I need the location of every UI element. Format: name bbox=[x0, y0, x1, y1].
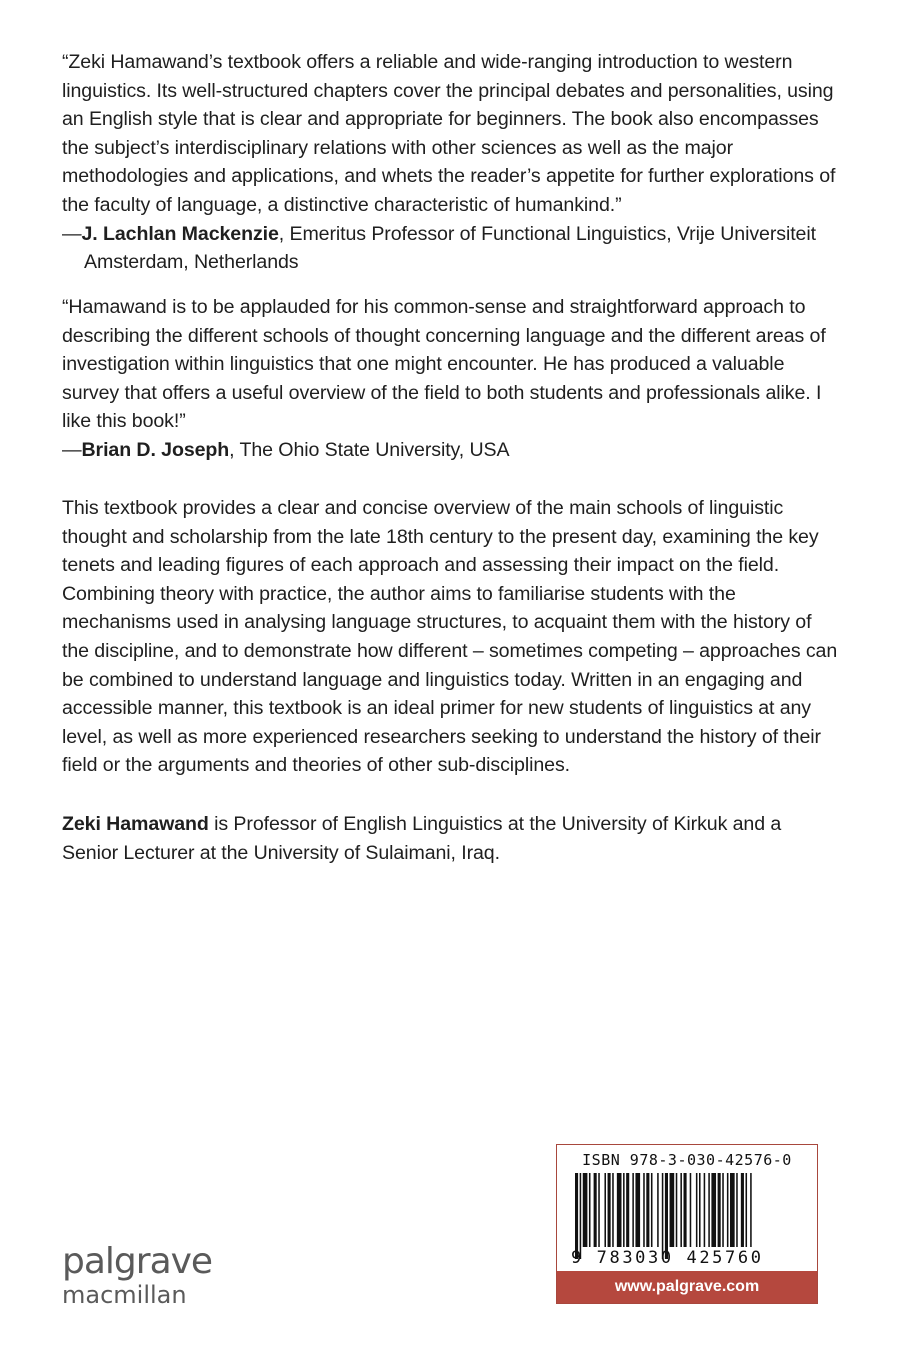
barcode-bar bbox=[684, 1173, 687, 1247]
barcode-bar bbox=[750, 1173, 752, 1247]
barcode-bar bbox=[736, 1173, 738, 1247]
barcode-bar bbox=[594, 1173, 597, 1247]
quote-affiliation: , The Ohio State University, USA bbox=[229, 438, 510, 461]
barcode-bar bbox=[651, 1173, 653, 1247]
barcode-bar bbox=[589, 1173, 591, 1247]
barcode-digits: 9 783030 425760 bbox=[571, 1248, 764, 1268]
endorsement-quote-2 bbox=[62, 293, 842, 465]
quote-attribution bbox=[62, 220, 842, 277]
barcode-bar bbox=[583, 1173, 588, 1247]
endorsement-quote-1 bbox=[62, 48, 842, 277]
barcode-bar bbox=[718, 1173, 721, 1247]
quote-text: “Zeki Hamawand’s textbook offers a reliable and wide-ranging introduction to western linguistics. Its well-structured chapters cover the principal debates and personalities, using an English style that is clear and appropriate for beginners. The book also encompasses the subject’s interdisciplinary relations with other sciences as well as the major methodologies and applications, and whets the reader’s appetite for further explorations of the faculty of language, a distinctive characteristic of humankind.” bbox=[62, 51, 836, 216]
author-bio-text: is Professor of English Linguistics at the University of Kirkuk and a Senior Lecturer at the University of Sulaimani, Iraq. bbox=[62, 813, 782, 864]
isbn-label: ISBN 978-3-030-42576-0 bbox=[582, 1151, 792, 1169]
em-dash: — bbox=[62, 222, 82, 245]
barcode-bar bbox=[696, 1173, 698, 1247]
barcode-bar bbox=[670, 1173, 675, 1247]
barcode-bar bbox=[730, 1173, 735, 1247]
barcode-bar bbox=[626, 1173, 629, 1247]
logo-line-palgrave: palgrave bbox=[62, 1241, 213, 1282]
quote-author: Brian D. Joseph bbox=[81, 438, 230, 461]
barcode-bar bbox=[657, 1173, 659, 1247]
barcode-bar bbox=[643, 1173, 645, 1247]
barcode-bar bbox=[741, 1173, 744, 1247]
barcode-bar bbox=[704, 1173, 706, 1247]
barcode-bar bbox=[676, 1173, 678, 1247]
barcode-bar bbox=[665, 1173, 668, 1259]
barcode-bar bbox=[598, 1173, 600, 1247]
publisher-logo bbox=[62, 1243, 212, 1309]
barcode-bar bbox=[632, 1173, 634, 1247]
quote-text: “Hamawand is to be applauded for his common-sense and straightforward approach to describing the different schools of thought concerning language and the different areas of investigation within linguistics that one might encounter. He has produced a valuable survey that offers a useful overview of the field to both students and professionals alike. I like this book!” bbox=[62, 296, 826, 433]
barcode-bar bbox=[711, 1173, 716, 1247]
book-description bbox=[62, 494, 842, 780]
publisher-url: www.palgrave.com bbox=[557, 1271, 817, 1303]
barcode-bar bbox=[708, 1173, 710, 1247]
quote-author: J. Lachlan Mackenzie bbox=[81, 222, 279, 245]
barcode-bar bbox=[690, 1173, 692, 1247]
barcode-bar bbox=[646, 1173, 649, 1247]
author-name: Zeki Hamawand bbox=[62, 813, 209, 835]
quote-attribution bbox=[62, 436, 842, 465]
barcode-bar bbox=[608, 1173, 611, 1247]
barcode-bar bbox=[612, 1173, 614, 1247]
description-text: This textbook provides a clear and concise overview of the main schools of linguistic thought and scholarship from the late 18th century to the present day, examining the key tenets and leading figures of each approach and assessing their impact on the field. Combining theory with practice, the author aims to familiarise students with the mechanisms used in analysing language structures, to acquaint them with the history of the discipline, and to demonstrate how different – sometimes competing – approaches can be combined to understand language and linguistics today. Written in an engaging and accessible manner, this textbook is an ideal primer for new students of linguistics at any level, as well as more experienced researchers seeking to understand the history of their field or the arguments and theories of other sub-disciplines. bbox=[62, 497, 838, 777]
barcode-bar bbox=[680, 1173, 682, 1247]
em-dash: — bbox=[62, 438, 82, 461]
barcode-bar bbox=[722, 1173, 724, 1247]
barcode-bar bbox=[662, 1173, 664, 1259]
logo-line-macmillan: macmillan bbox=[62, 1281, 187, 1309]
barcode-bar bbox=[623, 1173, 625, 1247]
barcode-bar bbox=[699, 1173, 701, 1247]
barcode-bar bbox=[617, 1173, 622, 1247]
author-bio bbox=[62, 810, 842, 867]
barcode-bar bbox=[727, 1173, 729, 1247]
barcode-bar bbox=[746, 1173, 748, 1247]
barcode-bar bbox=[635, 1173, 640, 1247]
barcode-bar bbox=[580, 1173, 582, 1259]
barcode-bar bbox=[575, 1173, 578, 1259]
barcode-bar bbox=[604, 1173, 606, 1247]
quote-affiliation: , Emeritus Professor of Functional Linguistics, Vrije Universiteit Amsterdam, Netherlands bbox=[84, 222, 816, 274]
isbn-barcode-box bbox=[556, 1144, 818, 1304]
